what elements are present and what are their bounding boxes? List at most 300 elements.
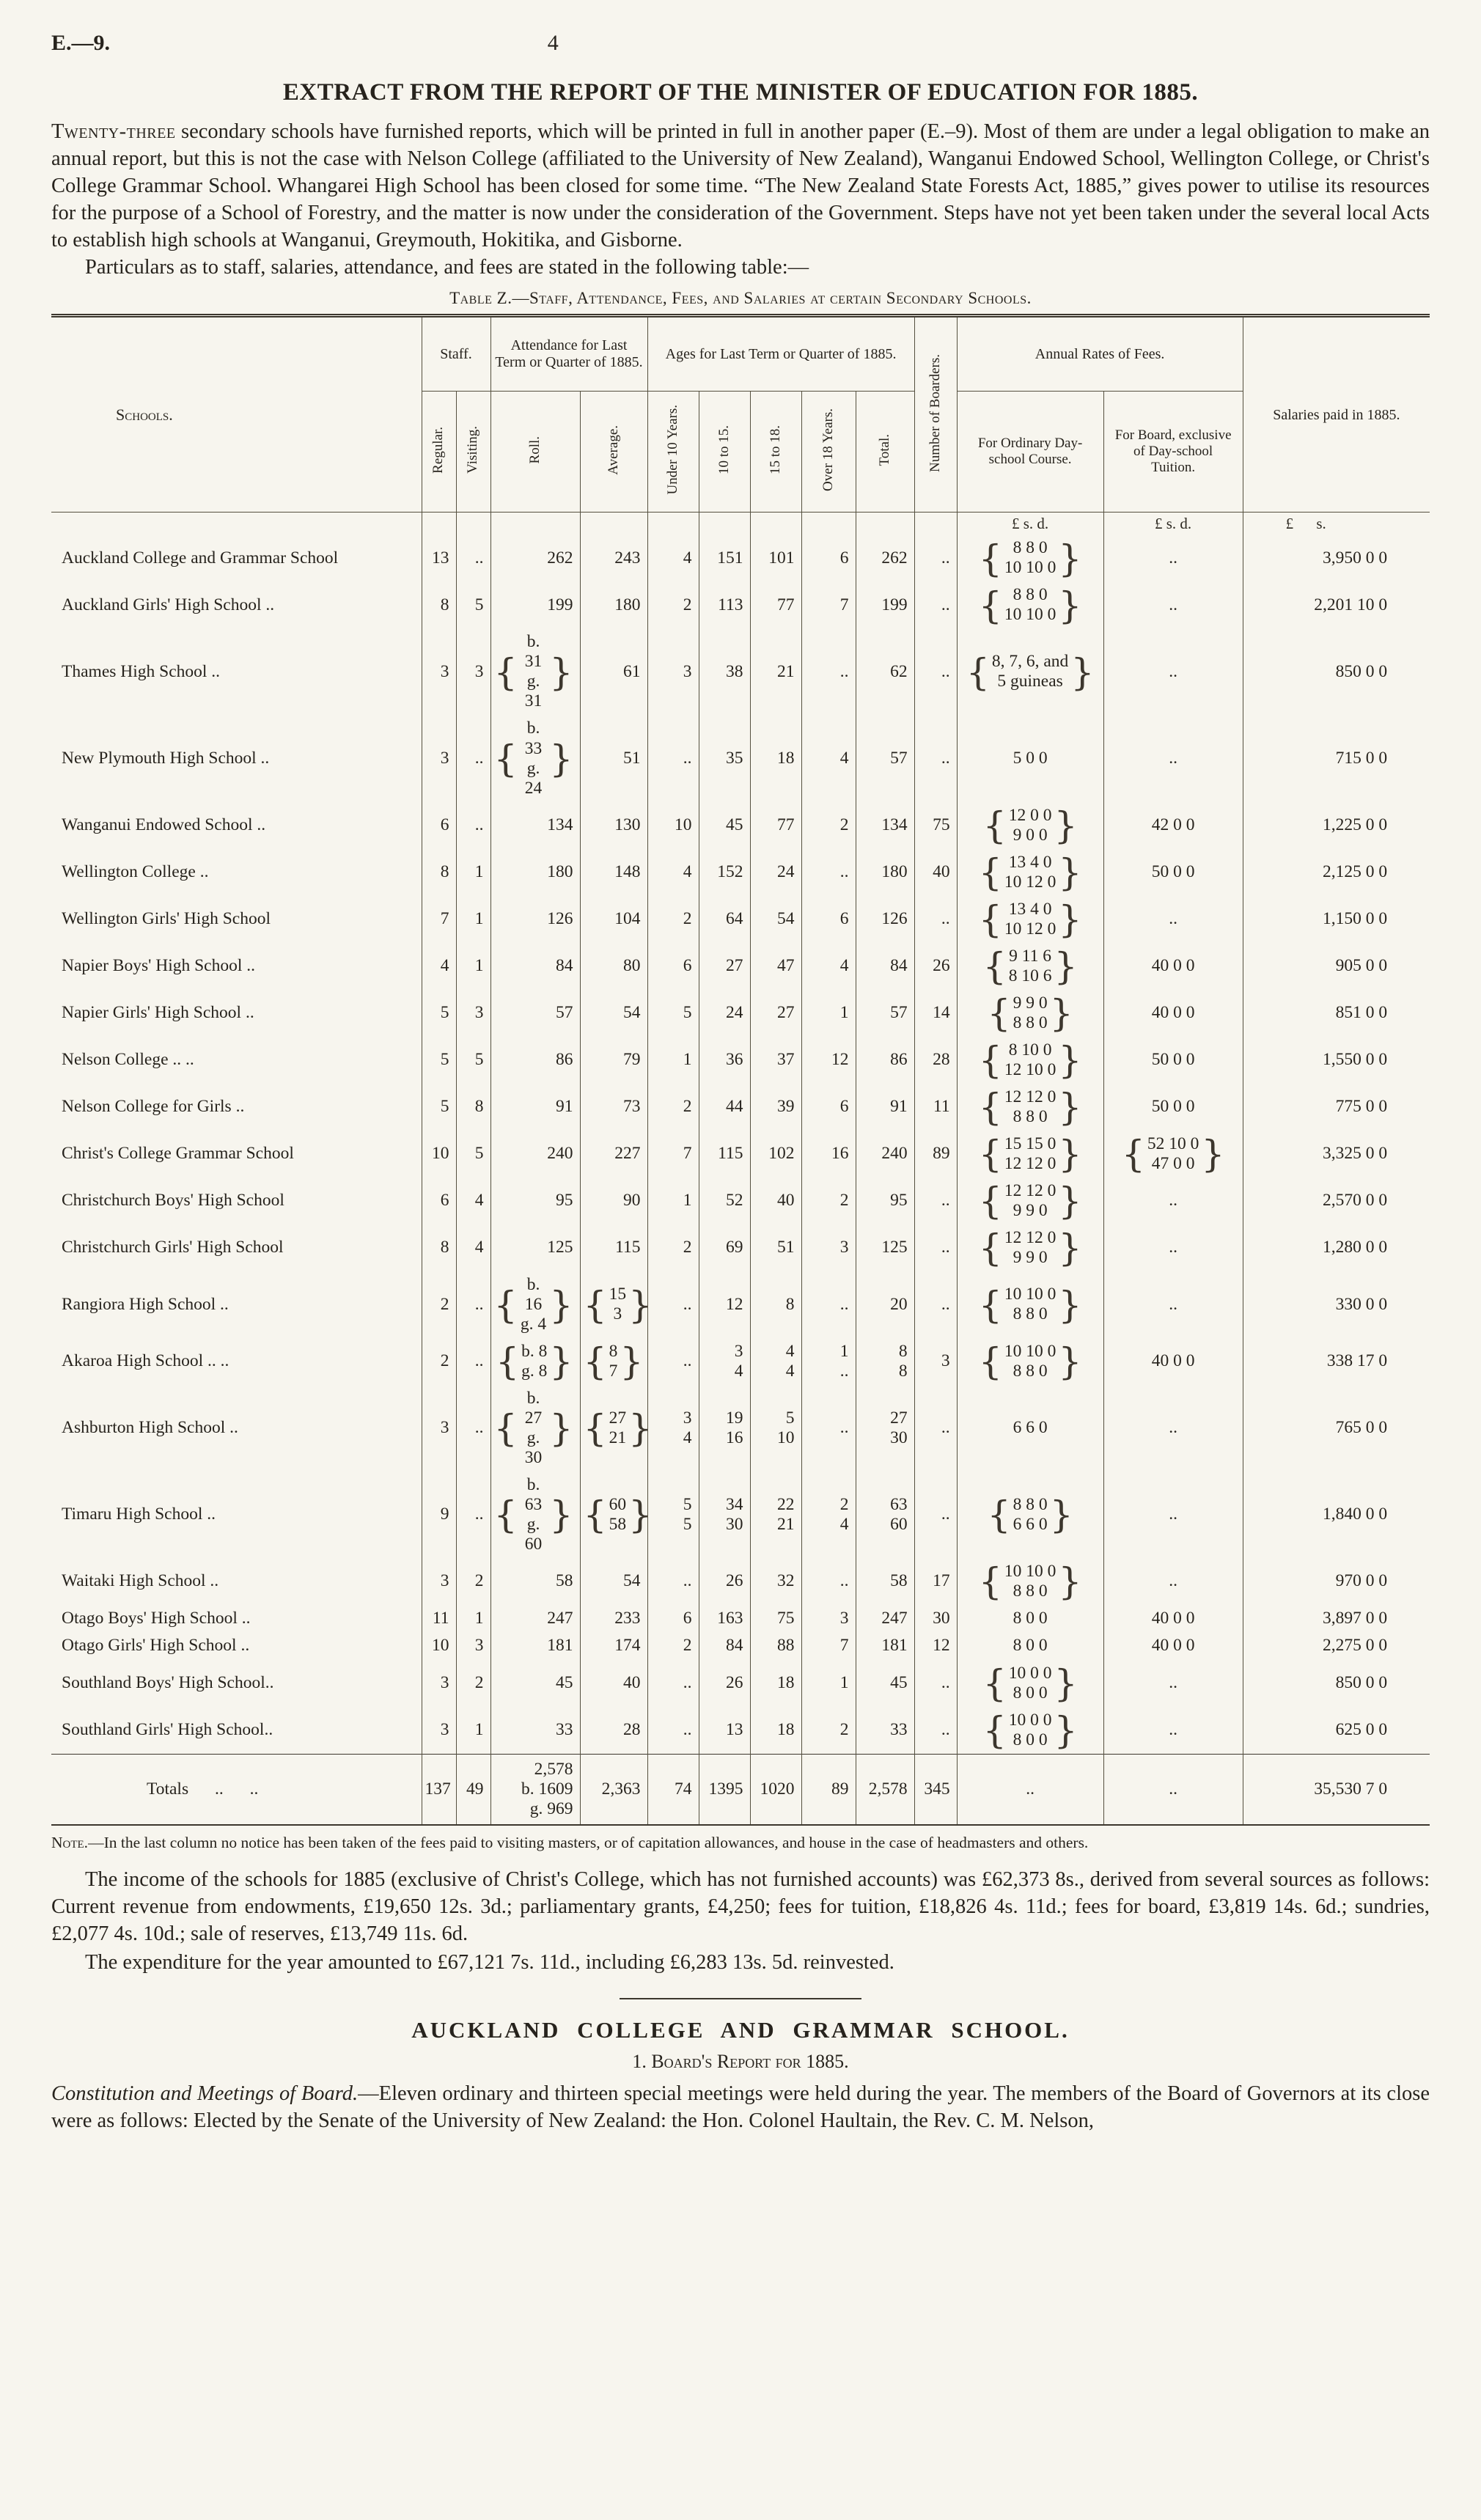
over18-header-label: Over 18 Years. — [820, 408, 836, 491]
cell-salaries: 765 0 0 — [1243, 1385, 1430, 1472]
cell-roll: 91 — [490, 1084, 580, 1131]
cell-average: { 15 3 } — [580, 1271, 647, 1338]
cell-boarders: .. — [914, 628, 957, 715]
cell-fee_board: 40 0 0 — [1103, 1632, 1243, 1659]
cell-a10_15: 52 — [699, 1178, 750, 1224]
cell-regular: 7 — [422, 896, 456, 943]
cell-roll: { b. 31 g. 31 } — [490, 628, 580, 715]
cell-over18: 2 — [801, 802, 856, 849]
table-row — [51, 535, 1430, 581]
cell-under10: 2 — [647, 1084, 699, 1131]
section-heading: AUCKLAND COLLEGE AND GRAMMAR SCHOOL. — [411, 2016, 1070, 2043]
table-row — [51, 1707, 1430, 1755]
cell-school: Wellington Girls' High School — [62, 909, 271, 928]
cell-over18: 1 — [801, 990, 856, 1037]
col-header-ages — [647, 316, 914, 392]
cell-under10: 10 — [647, 802, 699, 849]
cell-school: Wellington College .. — [62, 862, 209, 881]
cell-school: Timaru High School .. — [62, 1505, 216, 1524]
cell-average: 79 — [580, 1037, 647, 1084]
table-row — [51, 715, 1430, 801]
cell-under10: .. — [647, 1660, 699, 1707]
cell-visiting: 3 — [456, 990, 490, 1037]
cell-a15_18: 54 — [750, 896, 801, 943]
cell-fee_board: .. — [1103, 1224, 1243, 1271]
cell-average: 51 — [580, 715, 647, 801]
cell-boarders: .. — [914, 1707, 957, 1755]
cell-visiting: 5 — [456, 1037, 490, 1084]
cell-a10_15: 26 — [699, 1558, 750, 1605]
cell-over18: 2 4 — [801, 1472, 856, 1558]
col-header-fees-ordinary — [957, 392, 1103, 513]
cell-under10: 1 — [647, 1178, 699, 1224]
cell-fee_board: 40 0 0 — [1103, 1338, 1243, 1385]
cell-total: 20 — [856, 1271, 914, 1338]
cell-boarders: .. — [914, 1385, 957, 1472]
cell-roll: { b. 27 g. 30 } — [490, 1385, 580, 1472]
cell-visiting: .. — [456, 1271, 490, 1338]
cell-total: 33 — [856, 1707, 914, 1755]
cell-total: 95 — [856, 1178, 914, 1224]
cell-a15_18: 47 — [750, 943, 801, 990]
cell-fee_ord: { 8 10 0 12 10 0 } — [957, 1037, 1103, 1084]
cell-a10_15: 38 — [699, 628, 750, 715]
cell-visiting: .. — [456, 715, 490, 801]
cell-fee_board: .. — [1103, 1707, 1243, 1755]
fees-header-label: Annual Rates of Fees. — [1035, 345, 1165, 362]
cell-roll: 45 — [490, 1660, 580, 1707]
cell-total: 62 — [856, 628, 914, 715]
cell-under10: 3 4 — [647, 1385, 699, 1472]
regular-header-label: Regular. — [430, 426, 446, 474]
cell-a15_18: 22 21 — [750, 1472, 801, 1558]
cell-school: Ashburton High School .. — [62, 1418, 238, 1438]
cell-under10: .. — [647, 1271, 699, 1338]
cell-regular: 9 — [422, 1472, 456, 1558]
cell-a10_15: 34 30 — [699, 1472, 750, 1558]
cell-a10_15: 35 — [699, 715, 750, 801]
table-header — [51, 316, 1430, 513]
units-cell-empty — [750, 513, 801, 535]
cell-salaries: 3,325 0 0 — [1243, 1131, 1430, 1178]
cell-a10_15: 115 — [699, 1131, 750, 1178]
cell-fee_ord: { 10 0 0 8 0 0 } — [957, 1707, 1103, 1755]
cell-regular: 3 — [422, 715, 456, 801]
cell-fee_board: .. — [1103, 581, 1243, 628]
units-fees-board: £ s. d. — [1103, 513, 1243, 535]
cell-under10: 2 — [647, 1632, 699, 1659]
cell-fee_ord: { 12 0 0 9 0 0 } — [957, 802, 1103, 849]
cell-fee_ord: { 13 4 0 10 12 0 } — [957, 896, 1103, 943]
cell-total: 262 — [856, 535, 914, 581]
cell-school: Wanganui Endowed School .. — [62, 815, 266, 834]
cell-fee_ord: { 10 10 0 8 8 0 } — [957, 1558, 1103, 1605]
cell-under10: .. — [647, 1558, 699, 1605]
cell-boarders: .. — [914, 1660, 957, 1707]
cell-salaries: 2,201 10 0 — [1243, 581, 1430, 628]
cell-under10: 3 — [647, 628, 699, 715]
cell-total: 180 — [856, 849, 914, 896]
table-row — [51, 1632, 1430, 1659]
cell-under10: 5 — [647, 990, 699, 1037]
board-paragraph-text: —Eleven ordinary and thirteen special meetings were held during the year. The members of the Board of Governors at its close were as follows: Elected by the Senate of the University of New Zealand: the Hon. Colonel Haultain, the Rev. C. M. Nelson, — [51, 2082, 1430, 2132]
cell-total: 63 60 — [856, 1472, 914, 1558]
cell-roll: 181 — [490, 1632, 580, 1659]
table-row — [51, 943, 1430, 990]
cell-boarders: 14 — [914, 990, 957, 1037]
cell-boarders: .. — [914, 535, 957, 581]
cell-a15_18: 88 — [750, 1632, 801, 1659]
cell-under10: 2 — [647, 581, 699, 628]
cell-roll: 58 — [490, 1558, 580, 1605]
cell-fee_board: .. — [1103, 715, 1243, 801]
cell-fee_board: 40 0 0 — [1103, 990, 1243, 1037]
cell-visiting: 2 — [456, 1660, 490, 1707]
cell-boarders: .. — [914, 1271, 957, 1338]
cell-roll: 125 — [490, 1224, 580, 1271]
cell-fee_ord: { 12 12 0 8 8 0 } — [957, 1084, 1103, 1131]
cell-salaries: 905 0 0 — [1243, 943, 1430, 990]
cell-visiting: 5 — [456, 581, 490, 628]
total-header-label: Total. — [876, 433, 892, 466]
cell-total: 57 — [856, 715, 914, 801]
cell-salaries: 1,550 0 0 — [1243, 1037, 1430, 1084]
cell-fee_board: { 52 10 0 47 0 0 } — [1103, 1131, 1243, 1178]
col-header-visiting — [456, 392, 490, 513]
col-header-staff — [422, 316, 490, 392]
col-header-over18 — [801, 392, 856, 513]
cell-total: 91 — [856, 1084, 914, 1131]
cell-fee_board: .. — [1103, 1271, 1243, 1338]
units-cell-empty — [914, 513, 957, 535]
cell-school: Otago Boys' High School .. — [62, 1609, 251, 1628]
cell-fee_ord: { 15 15 0 12 12 0 } — [957, 1131, 1103, 1178]
cell-boarders: .. — [914, 581, 957, 628]
cell-visiting: .. — [456, 1385, 490, 1472]
cell-over18: 2 — [801, 1178, 856, 1224]
cell-regular: 2 — [422, 1271, 456, 1338]
cell-total: 199 — [856, 581, 914, 628]
cell-a15_18: 18 — [750, 1707, 801, 1755]
table-row — [51, 1037, 1430, 1084]
cell-boarders: 75 — [914, 802, 957, 849]
col-header-salaries — [1243, 316, 1430, 513]
cell-total: 45 — [856, 1660, 914, 1707]
cell-over18: 1 .. — [801, 1338, 856, 1385]
cell-a15_18: 75 — [750, 1605, 801, 1632]
table-header-group-row — [51, 316, 1430, 392]
cell-over18: 3 — [801, 1605, 856, 1632]
cell-regular: 3 — [422, 628, 456, 715]
cell-a15_18: 4 4 — [750, 1338, 801, 1385]
cell-fee_ord: { 8 8 0 10 10 0 } — [957, 581, 1103, 628]
col-header-schools — [51, 316, 422, 513]
cell-under10: 6 — [647, 943, 699, 990]
cell-a10_15: 152 — [699, 849, 750, 896]
salaries-header-label: Salaries paid in 1885. — [1273, 406, 1400, 423]
cell-school: Waitaki High School .. — [62, 1571, 219, 1591]
col-header-attendance — [490, 316, 647, 392]
expenditure-paragraph: The expenditure for the year amounted to £67,121 7s. 11d., including £6,283 13s. 5d. reinvested. — [85, 1950, 894, 1974]
cell-regular: 6 — [422, 802, 456, 849]
cell-boarders: 89 — [914, 1131, 957, 1178]
cell-fee_ord: 6 6 0 — [957, 1385, 1103, 1472]
table-row — [51, 581, 1430, 628]
cell-average: 80 — [580, 943, 647, 990]
cell-school: Akaroa High School .. .. — [62, 1351, 229, 1371]
cell-regular: 5 — [422, 1084, 456, 1131]
cell-fee_board: 50 0 0 — [1103, 1084, 1243, 1131]
cell-roll: 86 — [490, 1037, 580, 1084]
cell-over18: 6 — [801, 896, 856, 943]
cell-roll: 180 — [490, 849, 580, 896]
cell-a10_15: 45 — [699, 802, 750, 849]
cell-average: 54 — [580, 990, 647, 1037]
section-divider — [620, 1998, 861, 1999]
cell-a10_15: 19 16 — [699, 1385, 750, 1472]
cell-over18: .. — [801, 1385, 856, 1472]
cell-a10_15: 36 — [699, 1037, 750, 1084]
cell-roll: 247 — [490, 1605, 580, 1632]
table-row — [51, 1224, 1430, 1271]
cell-regular: 8 — [422, 1224, 456, 1271]
cell-regular: 8 — [422, 849, 456, 896]
table-row — [51, 990, 1430, 1037]
cell-roll: 33 — [490, 1707, 580, 1755]
cell-average: 148 — [580, 849, 647, 896]
units-fees-ordinary: £ s. d. — [957, 513, 1103, 535]
cell-a15_18: 101 — [750, 535, 801, 581]
cell-fee_ord: { 9 9 0 8 8 0 } — [957, 990, 1103, 1037]
cell-salaries: 330 0 0 — [1243, 1271, 1430, 1338]
cell-salaries: 2,275 0 0 — [1243, 1632, 1430, 1659]
units-cell-empty — [580, 513, 647, 535]
staff-header-label: Staff. — [440, 345, 472, 362]
cell-school: Christchurch Girls' High School — [62, 1238, 284, 1257]
cell-a15_18: 51 — [750, 1224, 801, 1271]
cell-fee_board: 42 0 0 — [1103, 802, 1243, 849]
cell-visiting: 3 — [456, 1632, 490, 1659]
cell-roll: 57 — [490, 990, 580, 1037]
cell-fee_ord: { 10 0 0 8 0 0 } — [957, 1660, 1103, 1707]
cell-under10: .. — [647, 1707, 699, 1755]
cell-school: Christ's College Grammar School — [62, 1144, 294, 1164]
cell-regular: 3 — [422, 1660, 456, 1707]
fees-ordinary-header-label: For Ordinary Day-school Course. — [977, 436, 1083, 467]
attendance-header-label: Attendance for Last Term or Quarter of 1885. — [495, 337, 643, 370]
cell-fee_board: .. — [1103, 1385, 1243, 1472]
cell-fee_ord: { 13 4 0 10 12 0 } — [957, 849, 1103, 896]
cell-roll: 84 — [490, 943, 580, 990]
cell-a10_15: 69 — [699, 1224, 750, 1271]
col-header-fees — [957, 316, 1243, 392]
intro-lead: Twenty-three — [51, 120, 176, 143]
table-row — [51, 1131, 1430, 1178]
cell-total: 84 — [856, 943, 914, 990]
units-cell-empty — [856, 513, 914, 535]
cell-total: 134 — [856, 802, 914, 849]
cell-salaries: 775 0 0 — [1243, 1084, 1430, 1131]
cell-school: Otago Girls' High School .. — [62, 1636, 250, 1656]
cell-roll: 199 — [490, 581, 580, 628]
cell-fee_board: 40 0 0 — [1103, 943, 1243, 990]
cell-fee_board: .. — [1103, 1472, 1243, 1558]
particulars-line: Particulars as to staff, salaries, attendance, and fees are stated in the following table:— — [85, 256, 809, 279]
cell-fee_ord: { 10 10 0 8 8 0 } — [957, 1271, 1103, 1338]
cell-average: { 8 7 } — [580, 1338, 647, 1385]
cell-fee_ord: .. — [957, 1754, 1103, 1825]
units-cell-empty — [801, 513, 856, 535]
cell-total: 240 — [856, 1131, 914, 1178]
cell-roll: 2,578 b. 1609 g. 969 — [490, 1754, 580, 1825]
cell-under10: 7 — [647, 1131, 699, 1178]
cell-a15_18: 39 — [750, 1084, 801, 1131]
col-header-15to18 — [750, 392, 801, 513]
cell-a15_18: 18 — [750, 715, 801, 801]
cell-under10: 4 — [647, 535, 699, 581]
cell-total: 27 30 — [856, 1385, 914, 1472]
cell-total: 57 — [856, 990, 914, 1037]
cell-average: 104 — [580, 896, 647, 943]
cell-over18: 16 — [801, 1131, 856, 1178]
cell-boarders: 11 — [914, 1084, 957, 1131]
cell-a10_15: 44 — [699, 1084, 750, 1131]
cell-average: 180 — [580, 581, 647, 628]
cell-a10_15: 26 — [699, 1660, 750, 1707]
cell-a15_18: 24 — [750, 849, 801, 896]
income-paragraph: The income of the schools for 1885 (exclusive of Christ's College, which has not furnished accounts) was £62,373 8s., derived from several sources as follows: Current revenue from endowments, £19,650 12s. 3d.; parliamentary grants, £4,250; fees for tuition, £18,826 4s. 11d.; fees for board, £3,819 14s. 6d.; sundries, £2,077 4s. 10d.; sale of reserves, £13,749 11s. 6d. — [51, 1867, 1430, 1945]
cell-a10_15: 151 — [699, 535, 750, 581]
cell-fee_board: .. — [1103, 535, 1243, 581]
col-header-regular — [422, 392, 456, 513]
cell-average: 227 — [580, 1131, 647, 1178]
cell-fee_board: .. — [1103, 1558, 1243, 1605]
cell-over18: .. — [801, 628, 856, 715]
cell-fee_ord: 8 0 0 — [957, 1632, 1103, 1659]
col-header-10to15 — [699, 392, 750, 513]
table-row — [51, 628, 1430, 715]
cell-under10: .. — [647, 1338, 699, 1385]
cell-roll: 240 — [490, 1131, 580, 1178]
col-header-average — [580, 392, 647, 513]
cell-school: Totals .. .. — [51, 1754, 422, 1825]
board-paragraph-lead: Constitution and Meetings of Board. — [51, 2082, 359, 2105]
cell-regular: 5 — [422, 990, 456, 1037]
cell-roll: { b. 33 g. 24 } — [490, 715, 580, 801]
table-row — [51, 1271, 1430, 1338]
cell-a10_15: 12 — [699, 1271, 750, 1338]
cell-fee_board: .. — [1103, 1660, 1243, 1707]
cell-school: New Plymouth High School .. — [62, 748, 270, 768]
cell-boarders: .. — [914, 1472, 957, 1558]
cell-a15_18: 27 — [750, 990, 801, 1037]
table-row — [51, 1660, 1430, 1707]
cell-under10: 4 — [647, 849, 699, 896]
cell-boarders: 28 — [914, 1037, 957, 1084]
cell-regular: 11 — [422, 1605, 456, 1632]
cell-boarders: 3 — [914, 1338, 957, 1385]
cell-a10_15: 64 — [699, 896, 750, 943]
cell-total: 125 — [856, 1224, 914, 1271]
cell-salaries: 3,897 0 0 — [1243, 1605, 1430, 1632]
cell-fee_ord: { 10 10 0 8 8 0 } — [957, 1338, 1103, 1385]
table-row — [51, 1558, 1430, 1605]
cell-boarders: 345 — [914, 1754, 957, 1825]
cell-a15_18: 77 — [750, 581, 801, 628]
doc-ref: E.—9. — [51, 31, 111, 55]
table-caption: Table Z.—Staff, Attendance, Fees, and Salaries at certain Secondary Schools. — [449, 289, 1032, 307]
units-cell-empty — [490, 513, 580, 535]
cell-under10: .. — [647, 715, 699, 801]
totals-row — [51, 1754, 1430, 1825]
cell-school: Nelson College .. .. — [62, 1050, 194, 1070]
cell-visiting: .. — [456, 535, 490, 581]
cell-visiting: 1 — [456, 896, 490, 943]
cell-visiting: .. — [456, 802, 490, 849]
cell-visiting: 4 — [456, 1178, 490, 1224]
schools-header-label: Schools. — [116, 405, 173, 424]
cell-a10_15: 13 — [699, 1707, 750, 1755]
cell-salaries: 850 0 0 — [1243, 1660, 1430, 1707]
cell-salaries: 850 0 0 — [1243, 628, 1430, 715]
cell-a15_18: 5 10 — [750, 1385, 801, 1472]
table-row — [51, 896, 1430, 943]
table-row — [51, 1338, 1430, 1385]
15to18-header-label: 15 to 18. — [767, 425, 783, 475]
cell-total: 86 — [856, 1037, 914, 1084]
cell-average: 40 — [580, 1660, 647, 1707]
cell-regular: 3 — [422, 1385, 456, 1472]
cell-fee_ord: { 8 8 0 6 6 0 } — [957, 1472, 1103, 1558]
average-header-label: Average. — [605, 425, 621, 475]
cell-over18: 6 — [801, 1084, 856, 1131]
cell-roll: { b. 16 g. 4 } — [490, 1271, 580, 1338]
cell-school: Southland Girls' High School.. — [62, 1720, 273, 1740]
table-body — [51, 513, 1430, 1825]
cell-average: 2,363 — [580, 1754, 647, 1825]
page-header — [51, 31, 1430, 63]
cell-salaries: 970 0 0 — [1243, 1558, 1430, 1605]
cell-school: Napier Girls' High School .. — [62, 1003, 254, 1023]
cell-average: 115 — [580, 1224, 647, 1271]
units-cell-empty — [422, 513, 456, 535]
col-header-fees-board — [1103, 392, 1243, 513]
cell-fee_ord: 5 0 0 — [957, 715, 1103, 801]
cell-fee_board: .. — [1103, 628, 1243, 715]
cell-total: 2,578 — [856, 1754, 914, 1825]
cell-salaries: 338 17 0 — [1243, 1338, 1430, 1385]
cell-salaries: 625 0 0 — [1243, 1707, 1430, 1755]
cell-average: 130 — [580, 802, 647, 849]
cell-boarders: 12 — [914, 1632, 957, 1659]
cell-over18: 3 — [801, 1224, 856, 1271]
cell-visiting: 1 — [456, 849, 490, 896]
cell-regular: 137 — [422, 1754, 456, 1825]
cell-roll: 95 — [490, 1178, 580, 1224]
cell-over18: 1 — [801, 1660, 856, 1707]
cell-salaries: 1,840 0 0 — [1243, 1472, 1430, 1558]
cell-regular: 2 — [422, 1338, 456, 1385]
cell-over18: .. — [801, 1558, 856, 1605]
under10-header-label: Under 10 Years. — [664, 405, 680, 495]
cell-a15_18: 102 — [750, 1131, 801, 1178]
cell-a15_18: 32 — [750, 1558, 801, 1605]
cell-school: Rangiora High School .. — [62, 1294, 229, 1314]
cell-school: Thames High School .. — [62, 661, 221, 681]
cell-over18: .. — [801, 849, 856, 896]
intro-text: secondary schools have furnished reports, which will be printed in full in another paper (E.–9). Most of them are under a legal obligation to make an annual report, but this is not the case with Nelson College (affiliated to the University of New Zealand), Wanganui Endowed School, Wellington College, or Christ's College Grammar School. Whangarei High School has been closed for some time. “The New Zealand State Forests Act, 1885,” gives power to utilise its resources for the purpose of a School of Forestry, and the matter is now under the consideration of the Government. Steps have not yet been taken under the several local Acts to establish high schools at Wanganui, Greymouth, Hokitika, and Gisborne. — [51, 120, 1430, 251]
cell-regular: 13 — [422, 535, 456, 581]
